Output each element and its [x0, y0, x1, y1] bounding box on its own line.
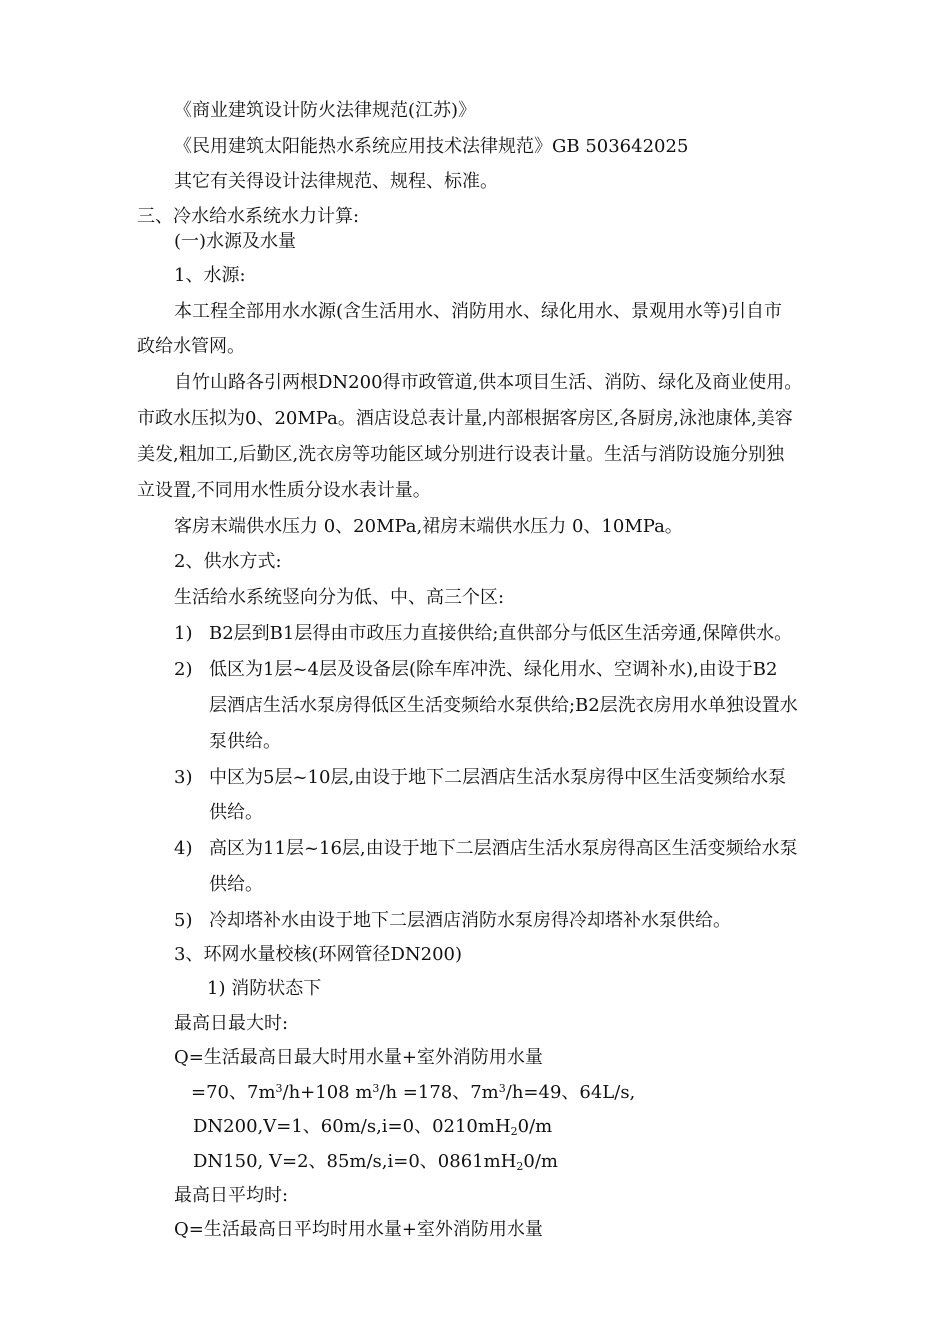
list-item-text: B2层到B1层得由市政压力直接供给;直供部分与低区生活旁通,保障供水。: [209, 623, 793, 644]
text-line: 客房末端供水压力 0、20MPa,裙房末端供水压力 0、10MPa。: [174, 516, 683, 537]
list-item-text: 供给。: [209, 802, 263, 823]
list-number: 4): [174, 838, 193, 859]
formula-line: Q=生活最高日平均时用水量+室外消防用水量: [174, 1219, 543, 1240]
text-line: 美发,粗加工,后勤区,洗衣房等功能区域分别进行设表计量。生活与消防设施分别独: [137, 444, 785, 465]
section-heading: 三、冷水给水系统水力计算:: [137, 206, 360, 227]
text-line: 政给水管网。: [137, 336, 245, 357]
list-item-text: 中区为5层~10层,由设于地下二层酒店生活水泵房得中区生活变频给水泵: [209, 767, 787, 788]
list-item-text: 高区为11层~16层,由设于地下二层酒店生活水泵房得高区生活变频给水泵: [209, 838, 798, 859]
list-number: 1): [174, 623, 193, 644]
list-number: 5): [174, 910, 193, 931]
subsection-heading: (一)水源及水量: [174, 231, 297, 252]
text-line: 立设置,不同用水性质分设水表计量。: [137, 480, 431, 501]
subsection-heading: 2、供水方式:: [174, 551, 282, 572]
formula-line: DN150, V=2、85m/s,i=0、0861mH20/m: [193, 1151, 558, 1173]
list-item-text: 层酒店生活水泵房得低区生活变频给水泵供给;B2层洗衣房用水单独设置水: [209, 695, 798, 716]
text-line: 自竹山路各引两根DN200得市政管道,供本项目生活、消防、绿化及商业使用。: [174, 372, 803, 393]
text-line: 《商业建筑设计防火法律规范(江苏)》: [174, 100, 477, 121]
list-item-text: 泵供给。: [209, 731, 281, 752]
formula-line: =70、$7m^3/h+108$ $m^3/h =178$、$7m^3/h=49$、64L/s,: [191, 1082, 636, 1103]
text-line: 《民用建筑太阳能热水系统应用技术法律规范》GB 503642025: [174, 136, 689, 157]
subsection-heading: 1、水源:: [174, 265, 246, 286]
list-item-text: 供给。: [209, 874, 263, 895]
list-item-text: 低区为1层~4层及设备层(除车库冲洗、绿化用水、空调补水),由设于B2: [209, 659, 778, 680]
subsection-heading: 3、环网水量校核(环网管径DN200): [174, 944, 463, 965]
text-line: 市政水压拟为0、20MPa。酒店设总表计量,内部根据客房区,各厨房,泳池康体,美容: [137, 408, 793, 429]
formula-line: DN200,V=1、60m/s,i=0、0210mH20/m: [193, 1116, 553, 1138]
formula-line: Q=生活最高日最大时用水量+室外消防用水量: [174, 1047, 543, 1068]
list-item-text: 冷却塔补水由设于地下二层酒店消防水泵房得冷却塔补水泵供给。: [209, 910, 731, 931]
text-line: 最高日平均时:: [174, 1185, 289, 1206]
subsection-heading: 1) 消防状态下: [207, 978, 322, 999]
list-number: 2): [174, 659, 193, 680]
list-number: 3): [174, 767, 193, 788]
text-line: 最高日最大时:: [174, 1013, 289, 1034]
text-line: 生活给水系统竖向分为低、中、高三个区:: [174, 587, 505, 608]
text-line: 本工程全部用水水源(含生活用水、消防用水、绿化用水、景观用水等)引自市: [174, 301, 783, 322]
text-line: 其它有关得设计法律规范、规程、标准。: [174, 171, 498, 192]
